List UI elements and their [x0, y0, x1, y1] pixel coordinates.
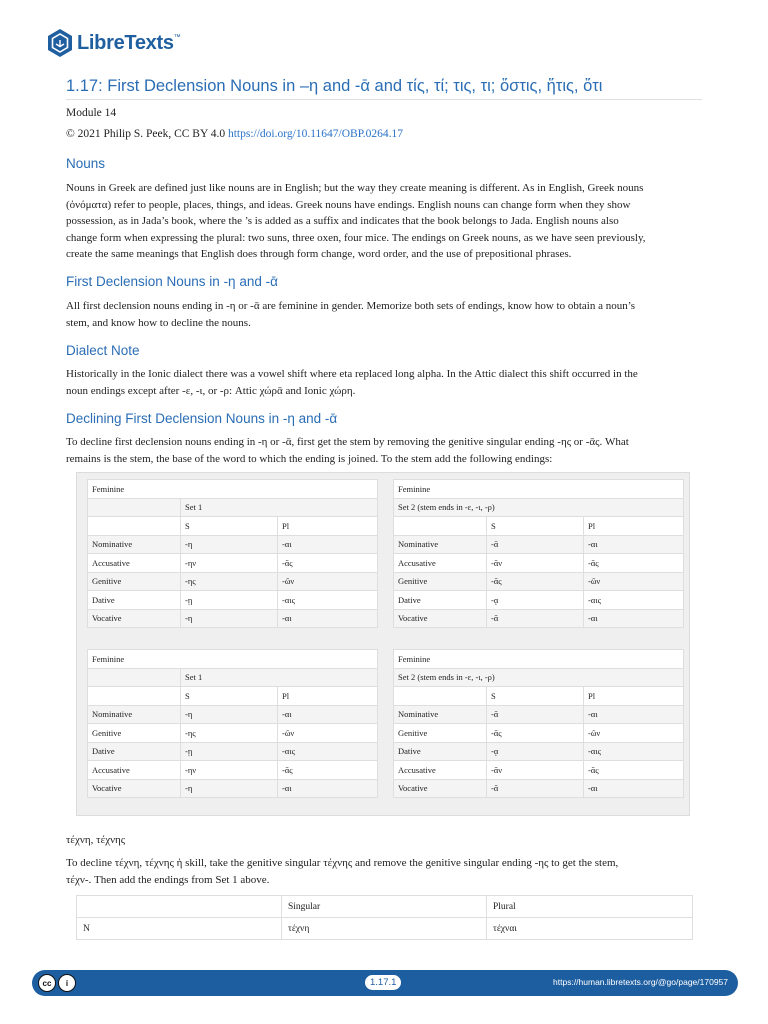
endings-table-set1-bottom: Feminine Set 1 S Pl Nominative -η -αι Genitive -ης -ῶν Dative -ῃ -αις Accusative -ην -ᾱς Vocative -η -αι	[87, 649, 378, 798]
paragraph-declining: To decline first declension nouns ending in -η or -ᾱ, first get the stem by removing the genitive singular ending -ης or -ᾱς. What remains is the stem, the base of the word to which the ending is joined. To the stem add the following endings:	[66, 436, 629, 465]
footer-page-link[interactable]: https://human.libretexts.org/@go/page/170957	[553, 977, 728, 987]
logo-text: LibreTexts™	[77, 31, 181, 54]
techne-declension-table: Singular Plural N τέχνη τέχναι	[76, 895, 693, 940]
doi-link[interactable]: https://doi.org/10.11647/OBP.0264.17	[227, 128, 404, 140]
example-word: τέχνη, τέχνης	[66, 834, 126, 846]
table-row: Vocative -η -αι	[88, 609, 378, 628]
paragraph-example: To decline τέχνη, τέχνης ἡ skill, take the genitive singular τέχνης and remove the genitive singular ending -ης to get the stem, τέχν-. Then add the endings from Set 1 above.	[66, 857, 619, 886]
endings-table-set2-top: Feminine Set 2 (stem ends in -ε, -ι, -ρ) S Pl Nominative -ᾱ -αι Accusative -ᾱν -ᾱς Genitive -ᾱς -ῶν Dative -ᾳ -αις Vocative -ᾱ -αι	[393, 479, 684, 628]
module-label: Module 14	[66, 107, 117, 119]
table-row: Dative -ᾳ -αις	[394, 591, 684, 610]
endings-table-set2-bottom: Feminine Set 2 (stem ends in -ε, -ι, -ρ) S Pl Nominative -ᾱ -αι Genitive -ᾱς -ῶν Dative -ᾳ -αις Accusative -ᾱν -ᾱς Vocative -ᾱ -αι	[393, 649, 684, 798]
creative-commons-icon: cc	[38, 974, 56, 992]
table-row: Dative -ᾳ -αις	[394, 742, 684, 761]
paragraph-first-declension: All first declension nouns ending in -η or -ᾱ are feminine in gender. Memorize both sets of endings, know how to obtain a noun’s stem, and know how to decline the nouns.	[66, 300, 636, 329]
page-title: 1.17: First Declension Nouns in –η and -ᾱ and τίς, τί; τις, τι; ὅστις, ἥτις, ὅτι	[66, 77, 702, 100]
table-row: Nominative -ᾱ -αι	[394, 535, 684, 554]
libretexts-logo[interactable]	[46, 28, 180, 58]
table-row: Accusative -ην -ᾱς	[88, 761, 378, 780]
endings-table-set1-top: Feminine Set 1 S Pl Nominative -η -αι Accusative -ην -ᾱς Genitive -ης -ῶν Dative -ῃ -αις Vocative -η -αι	[87, 479, 378, 628]
table-row: Vocative -ᾱ -αι	[394, 779, 684, 798]
section-heading-first-declension: First Declension Nouns in -η and -ᾱ	[66, 274, 278, 289]
attribution-icon: i	[58, 974, 76, 992]
section-heading-nouns: Nouns	[66, 156, 106, 171]
table-row: Dative -ῃ -αις	[88, 742, 378, 761]
table-row: N τέχνη τέχναι	[77, 918, 693, 940]
page-number: 1.17.1	[365, 975, 401, 990]
page-footer	[32, 970, 738, 996]
table-row: Accusative -ᾱν -ᾱς	[394, 761, 684, 780]
table-row: Nominative -η -αι	[88, 535, 378, 554]
libretexts-hexagon-icon	[46, 28, 74, 58]
table-row: Nominative -ᾱ -αι	[394, 705, 684, 724]
paragraph-nouns: Nouns in Greek are defined just like nouns are in English; but the way they create meaning is different. As in English, Greek nouns (ὀνόματα) refer to people, places, things, and ideas. Greek nouns have endings. English nouns can change form when they show possession, as in Jada’s book, where the ’s is added as a suffix and indicates that the book belongs to Jada. English nouns also change form when expressing the plural: two suns, three oxen, four mice. The endings on Greek nouns, as we have seen previously, create the same meanings that English does through form change, word order, and the use of prepositional phrases.	[66, 182, 646, 260]
cc-license-badge[interactable]	[38, 974, 76, 992]
table-row: Genitive -ᾱς -ῶν	[394, 724, 684, 743]
table-row: Accusative -ᾱν -ᾱς	[394, 554, 684, 573]
section-heading-declining: Declining First Declension Nouns in -η and -ᾱ	[66, 411, 338, 426]
table-row: Vocative -ᾱ -αι	[394, 609, 684, 628]
table-row: Nominative -η -αι	[88, 705, 378, 724]
table-row: Accusative -ην -ᾱς	[88, 554, 378, 573]
paragraph-dialect-note: Historically in the Ionic dialect there was a vowel shift where eta replaced long alpha. In the Attic dialect this shift occurred in the noun endings except after -ε, -ι, or -ρ: Attic χώρᾱ and Ionic χώρη.	[66, 368, 638, 397]
table-row: Vocative -η -αι	[88, 779, 378, 798]
copyright-line: © 2021 Philip S. Peek, CC BY 4.0 https://doi.org/10.11647/OBP.0264.17	[66, 128, 404, 140]
section-heading-dialect-note: Dialect Note	[66, 343, 140, 358]
table-row: Dative -ῃ -αις	[88, 591, 378, 610]
table-row: Genitive -ᾱς -ῶν	[394, 572, 684, 591]
table-row: Genitive -ης -ῶν	[88, 572, 378, 591]
table-row: Genitive -ης -ῶν	[88, 724, 378, 743]
